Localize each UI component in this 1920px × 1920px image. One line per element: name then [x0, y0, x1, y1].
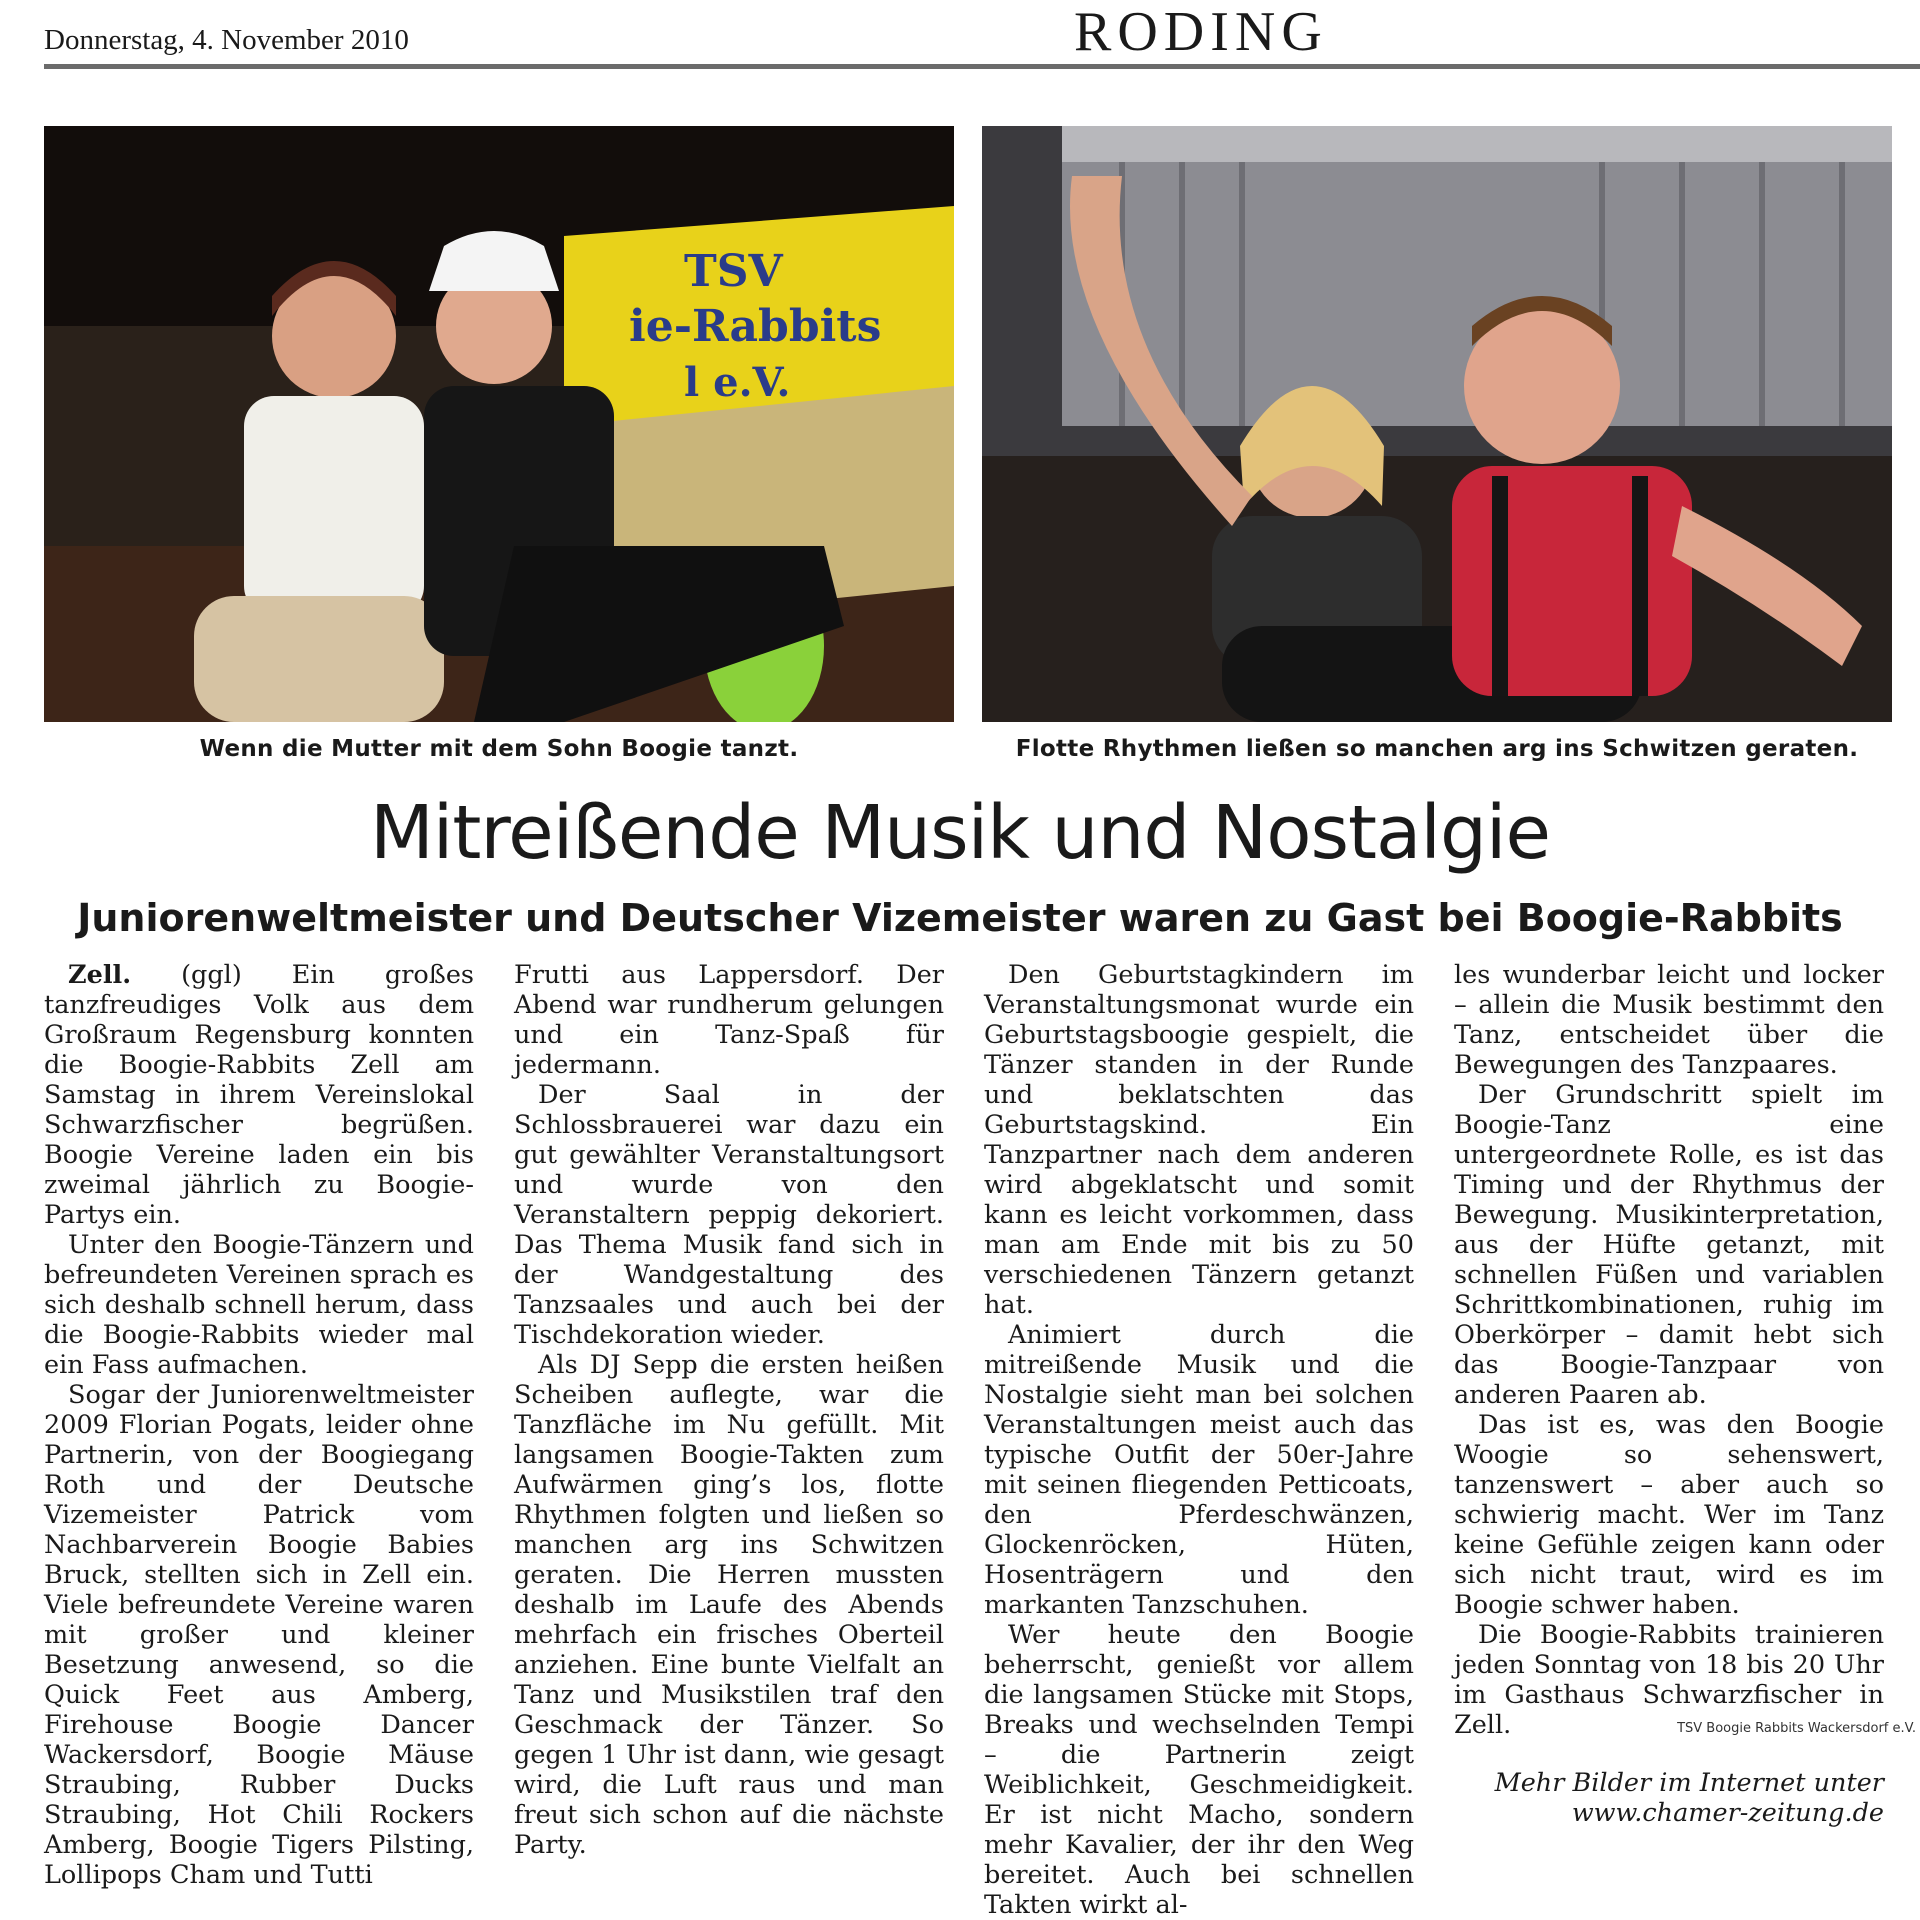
paragraph: Als DJ Sepp die ersten heißen Scheiben auflegte, war die Tanzfläche im Nu gefüllt. Mit langsamen Boogie-Takten zum Aufwärmen ging’s los, flotte Rhythmen folgten und ließen so manchen arg ins Schwitzen geraten. Die Herren mussten deshalb im Laufe des Abends mehrfach ein frisches Oberteil anziehen. Eine bunte Vielfalt an Tanz und Musikstilen traf den Geschmack der Tänzer. So gegen 1 Uhr ist dann, wie gesagt wird, die Luft raus und man freut sich schon auf die nächste Party.: [514, 1350, 944, 1860]
paragraph: Die Boogie-Rabbits trainieren jeden Sonntag von 18 bis 20 Uhr im Gasthaus Schwarzfischer in Zell.: [1454, 1620, 1884, 1740]
paragraph: Animiert durch die mitreißende Musik und die Nostalgie sieht man bei solchen Veranstaltungen meist auch das typische Outfit der 50er-Jahre mit seinen fliegenden Petticoats, den Pferdeschwänzen, Glockenröcken, Hüten, Hosenträgern und den markanten Tanzschuhen.: [984, 1320, 1414, 1620]
photo-left-caption: Wenn die Mutter mit dem Sohn Boogie tanzt.: [199, 736, 799, 762]
section-title: RODING: [1074, 1, 1328, 63]
article-column-4: [1454, 960, 1884, 1828]
article-column-2: [514, 960, 944, 1860]
photo-dancing-couple-image: [982, 126, 1892, 722]
photo-dancing-couple: [982, 126, 1892, 722]
paragraph: Der Grundschritt spielt im Boogie-Tanz eine untergeordnete Rolle, es ist das Timing und der Rhythmus der Bewegung. Musikinterpretation, aus der Hüfte getanzt, mit schnellen Füßen und variablen Schrittkombinationen, ruhig im Oberkörper – damit hebt sich das Boogie-Tanzpaar von anderen Paaren ab.: [1454, 1080, 1884, 1410]
banner-text-2: ie-Rabbits: [629, 301, 882, 352]
paragraph: Unter den Boogie-Tänzern und befreundeten Vereinen sprach es sich deshalb schnell herum, dass die Boogie-Rabbits wieder mal ein Fass aufmachen.: [44, 1230, 474, 1380]
photo-right-caption: Flotte Rhythmen ließen so manchen arg ins Schwitzen geraten.: [1015, 736, 1859, 762]
article-column-3: [984, 960, 1414, 1920]
article-headline: Mitreißende Musik und Nostalgie: [369, 790, 1551, 876]
photo-mother-son-image: [44, 126, 954, 722]
photo-credit: TSV Boogie Rabbits Wackersdorf e.V.: [1677, 1721, 1916, 1736]
paragraph: Sogar der Juniorenweltmeister 2009 Florian Pogats, leider ohne Partnerin, von der Boogiegang Roth und der Deutsche Vizemeister Patrick vom Nachbarverein Boogie Babies Bruck, stellten sich in Zell ein. Viele befreundete Vereine waren mit großer und kleiner Besetzung anwesend, so die Quick Feet aus Amberg, Firehouse Boogie Dancer Wackersdorf, Boogie Mäuse Straubing, Rubber Ducks Straubing, Hot Chili Rockers Amberg, Boogie Tigers Pilsting, Lollipops Cham und Tutti: [44, 1380, 474, 1890]
paragraph: les wunderbar leicht und locker – allein die Musik bestimmt den Tanz, entscheidet über die Bewegungen des Tanzpaares.: [1454, 960, 1884, 1080]
paragraph: Wer heute den Boogie beherrscht, genießt vor allem die langsamen Stücke mit Stops, Breaks und wechselnden Tempi – die Partnerin zeigt Weiblichkeit, Geschmeidigkeit. Er ist nicht Macho, sondern mehr Kavalier, der ihr den Weg bereitet. Auch bei schnellen Takten wirkt al-: [984, 1620, 1414, 1920]
paragraph: Den Geburtstagkindern im Veranstaltungsmonat wurde ein Geburtstagsboogie gespielt, die Tänzer standen in der Runde und beklatschten das Geburtstagskind. Ein Tanzpartner nach dem anderen wird abgeklatscht und somit kann es leicht vorkommen, dass man am Ende mit bis zu 50 verschiedenen Tänzern getanzt hat.: [984, 960, 1414, 1320]
masthead: [44, 0, 1920, 76]
photo-mother-son: [44, 126, 954, 722]
paragraph: [44, 960, 474, 1230]
paragraph: Der Saal in der Schlossbrauerei war dazu ein gut gewählter Veranstaltungsort und wurde von den Veranstaltern peppig dekoriert. Das Thema Musik fand sich in der Wandgestaltung des Tanzsaales und auch bei der Tischdekoration wieder.: [514, 1080, 944, 1350]
website-note: Mehr Bilder im Internet unter www.chamer-zeitung.de: [1494, 1768, 1884, 1828]
paragraph: Frutti aus Lappersdorf. Der Abend war rundherum gelungen und ein Tanz-Spaß für jedermann.: [514, 960, 944, 1080]
masthead-rule: [44, 64, 1920, 69]
paragraph-text: (ggl) Ein großes tanzfreudiges Volk aus dem Großraum Regensburg konnten die Boogie-Rabbits Zell am Samstag in ihrem Vereinslokal Schwarzfischer begrüßen. Boogie Vereine laden ein bis zweimal jährlich zu Boogie-Partys ein.: [44, 960, 474, 1230]
article-subheadline: Juniorenweltmeister und Deutscher Vizemeister waren zu Gast bei Boogie-Rabbits: [77, 896, 1843, 940]
article-column-1: [44, 960, 474, 1890]
banner-text-1: TSV: [684, 246, 783, 297]
paragraph: Das ist es, was den Boogie Woogie so sehenswert, tanzenswert – aber auch so schwierig macht. Wer im Tanz keine Gefühle zeigen kann oder sich nicht traut, wird es im Boogie schwer haben.: [1454, 1410, 1884, 1620]
dateline: Zell.: [68, 960, 132, 990]
issue-date: Donnerstag, 4. November 2010: [44, 24, 409, 56]
red-shirt: [1452, 466, 1692, 696]
banner-text-3: l e.V.: [684, 359, 791, 406]
